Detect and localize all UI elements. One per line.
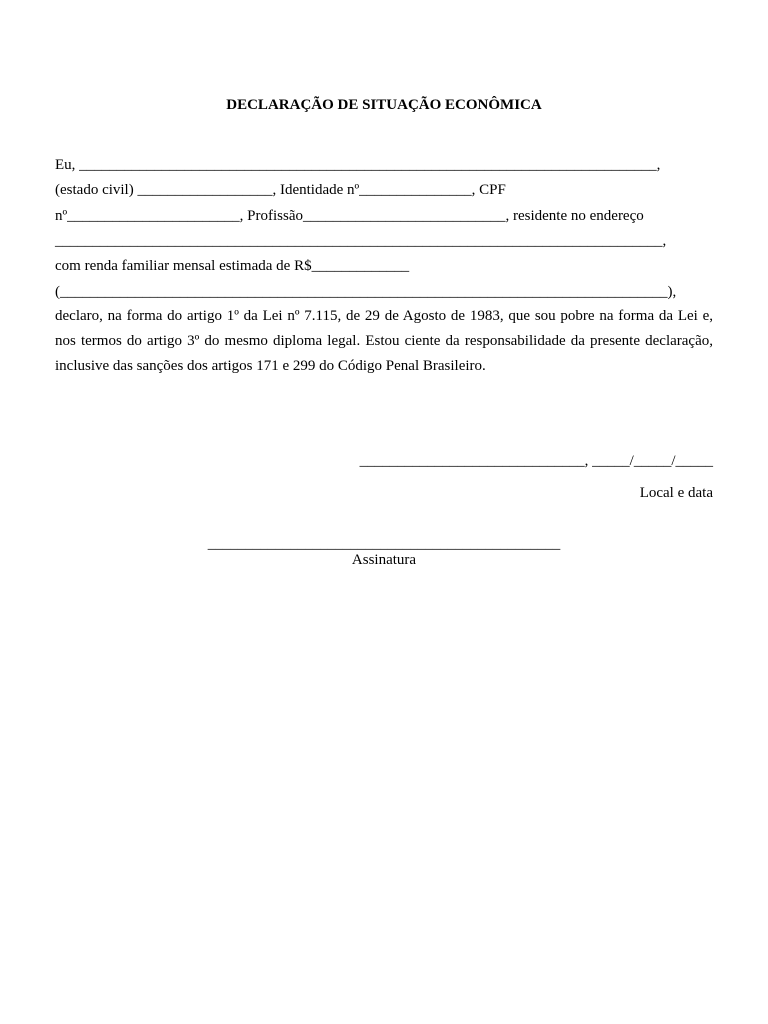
civil-status-line: (estado civil) __________________, Identidade nº_______________, CPF: [55, 182, 506, 198]
declaration-text-line: inclusive das sanções dos artigos 171 e 299 do Código Penal Brasileiro.: [55, 358, 486, 374]
declaration-text-line: nos termos do artigo 3º do mesmo diploma legal. Estou ciente da responsabilidade da presente declaração,: [55, 333, 713, 349]
place-date-label: Local e data: [639, 485, 713, 501]
income-line: com renda familiar mensal estimada de R$_____________: [55, 258, 410, 274]
income-written-line: (_________________________________________________________________________________),: [55, 284, 677, 300]
document-title: DECLARAÇÃO DE SITUAÇÃO ECONÔMICA: [226, 97, 542, 113]
declaration-text-line: declaro, na forma do artigo 1º da Lei nº 7.115, de 29 de Agosto de 1983, que sou pobre na forma da Lei e,: [55, 308, 713, 324]
name-line: Eu, _____________________________________________________________________________,: [55, 157, 661, 173]
address-line: _________________________________________________________________________________,: [55, 233, 667, 249]
profession-line: nº_______________________, Profissão___________________________, residente no endereço: [55, 208, 644, 224]
signature-line: _______________________________________________: [207, 536, 561, 552]
place-date-line: ______________________________, _____/_____/_____: [359, 453, 713, 469]
signature-label: Assinatura: [351, 552, 417, 568]
